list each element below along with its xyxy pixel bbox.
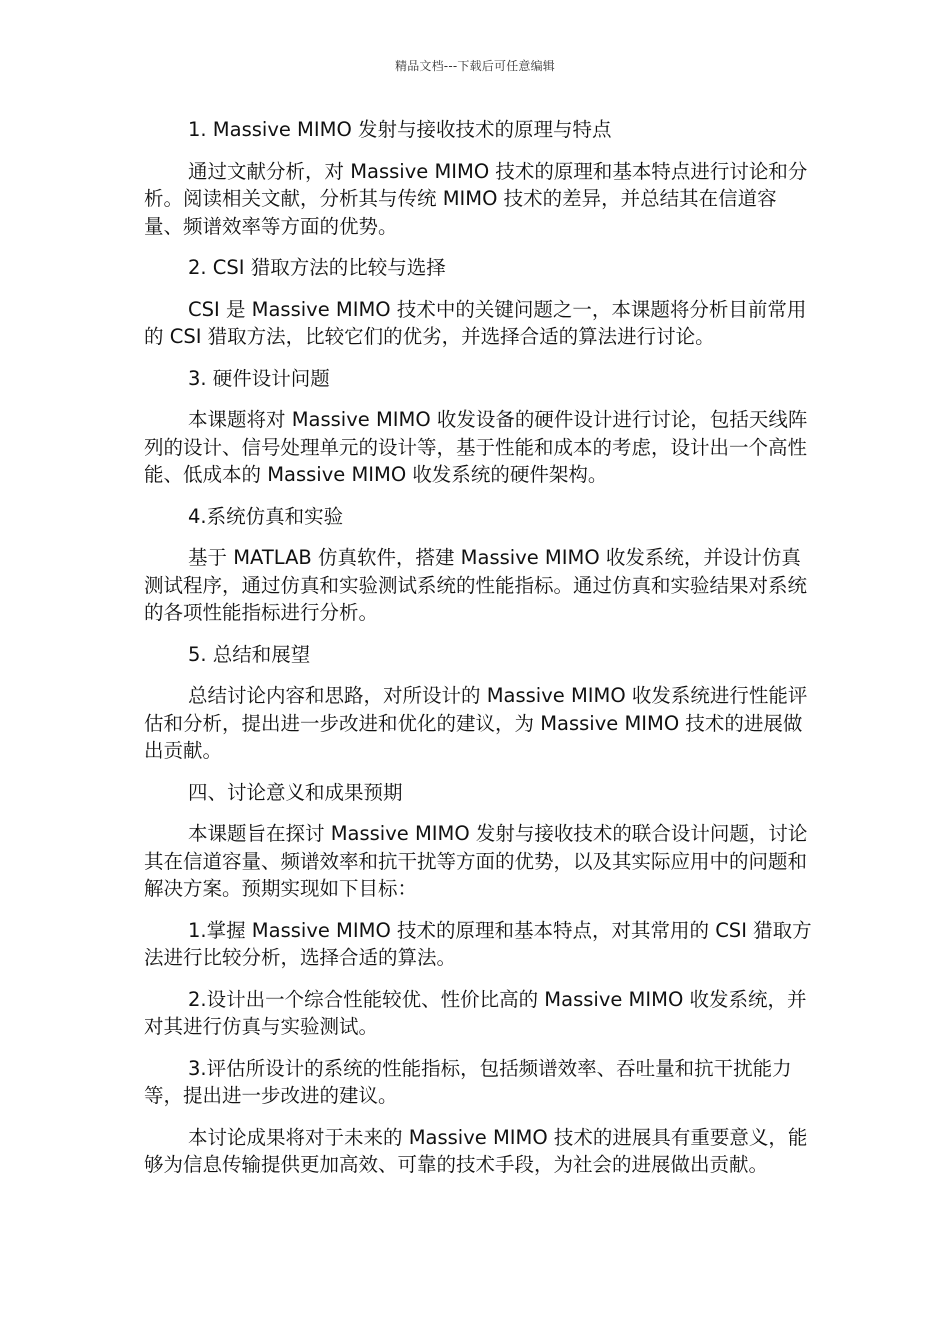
section-heading-1: 1. Massive MIMO 发射与接收技术的原理与特点 [188,118,612,141]
paragraph-1: 通过文献分析，对 Massive MIMO 技术的原理和基本特点进行讨论和分析。阅读相关文献，分析其与传统 MIMO 技术的差异，并总结其在信道容量、频谱效率等方面的优势。 [144,159,808,238]
section-heading-significance: 四、讨论意义和成果预期 [188,780,403,804]
section-heading-2: 2. CSI 猎取方法的比较与选择 [188,256,446,279]
paragraph-significance: 本课题旨在探讨 Massive MIMO 发射与接收技术的联合设计问题，讨论其在信道容量、频谱效率和抗干扰等方面的优势，以及其实际应用中的问题和解决方案。预期实现如下目标： [144,822,808,900]
paragraph-conclusion: 本讨论成果将对于未来的 Massive MIMO 技术的进展具有重要意义，能够为信息传输提供更加高效、可靠的技术手段，为社会的进展做出贡献。 [144,1125,808,1176]
document-body [144,116,812,1193]
section-heading-5: 5. 总结和展望 [188,642,311,666]
goal-item-1: 1.掌握 Massive MIMO 技术的原理和基本特点，对其常用的 CSI 猎取方法进行比较分析，选择合适的算法。 [144,918,812,969]
section-heading-3: 3. 硬件设计问题 [188,366,330,390]
section-heading-4: 4.系统仿真和实验 [188,504,344,528]
paragraph-4: 基于 MATLAB 仿真软件，搭建 Massive MIMO 收发系统，并设计仿真测试程序，通过仿真和实验测试系统的性能指标。通过仿真和实验结果对系统的各项性能指标进行分析。 [144,546,808,624]
paragraph-5: 总结讨论内容和思路，对所设计的 Massive MIMO 收发系统进行性能评估和分析，提出进一步改进和优化的建议，为 Massive MIMO 技术的进展做出贡献。 [144,684,808,762]
paragraph-2: CSI 是 Massive MIMO 技术中的关键问题之一，本课题将分析目前常用的 CSI 猎取方法，比较它们的优劣，并选择合适的算法进行讨论。 [144,297,807,348]
paragraph-3: 本课题将对 Massive MIMO 收发设备的硬件设计进行讨论，包括天线阵列的设计、信号处理单元的设计等，基于性能和成本的考虑，设计出一个高性能、低成本的 Massive MIMO 收发系统的硬件架构。 [144,408,808,486]
page-header: 精品文档---下载后可任意编辑 [395,59,555,73]
goal-item-2: 2.设计出一个综合性能较优、性价比高的 Massive MIMO 收发系统，并对其进行仿真与实验测试。 [144,987,807,1038]
goal-item-3: 3.评估所设计的系统的性能指标，包括频谱效率、吞吐量和抗干扰能力等，提出进一步改进的建议。 [144,1056,792,1107]
